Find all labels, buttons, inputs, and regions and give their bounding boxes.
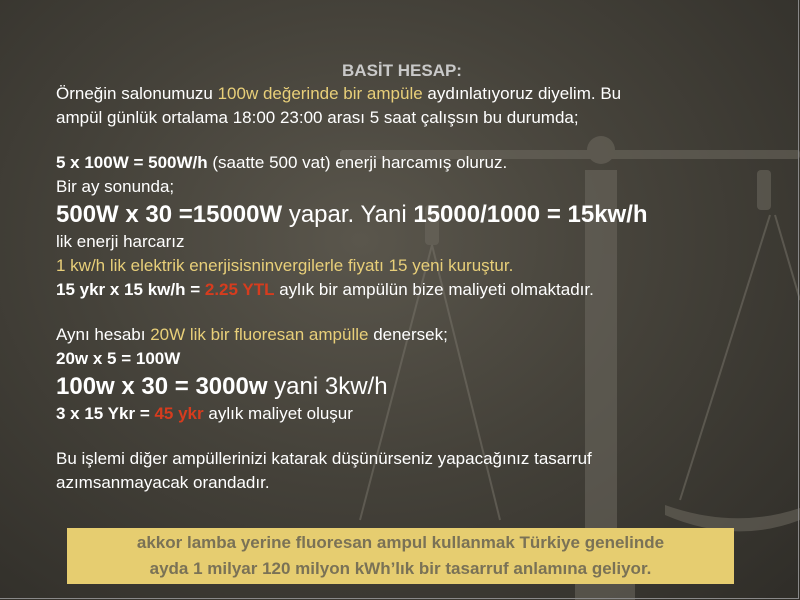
calc2-kwh: yani 3kw/h bbox=[267, 373, 388, 400]
calc2-cost-text: aylık maliyet oluşur bbox=[203, 404, 353, 423]
calc2-highlight: 20W lik bir fluoresan ampülle bbox=[150, 325, 369, 344]
intro-line-1 bbox=[56, 82, 756, 106]
calc1-text: (saatte 500 vat) enerji harcamış oluruz. bbox=[207, 153, 508, 172]
calc2-cost-formula: 3 x 15 Ykr = bbox=[56, 404, 155, 423]
calc2-cost-line bbox=[56, 402, 756, 426]
calc2-line-3 bbox=[56, 371, 756, 402]
summary-note-line-2: ayda 1 milyar 120 milyon kWh’lık bir tasarruf anlamına geliyor. bbox=[149, 559, 652, 578]
calc2-line-2: 20w x 5 = 100W bbox=[56, 349, 181, 368]
calc1-cost-value: 2.25 YTL bbox=[204, 280, 275, 299]
calc2-line-1 bbox=[56, 323, 756, 347]
calc1-line-4: lik enerji harcarız bbox=[56, 232, 185, 251]
calc2-monthly: 100w x 30 = 3000w bbox=[56, 373, 268, 400]
calc1-cost-formula: 15 ykr x 15 kw/h = bbox=[56, 280, 205, 299]
calc1-price-line: 1 kw/h lik elektrik enerjisisninvergilerle fiyatı 15 yeni kuruştur. bbox=[56, 256, 514, 275]
calc1-line-3 bbox=[56, 199, 756, 230]
summary-note-line-1: akkor lamba yerine fluoresan ampul kullanmak Türkiye genelinde bbox=[136, 533, 665, 552]
calc1-yapar: yapar. Yani bbox=[282, 201, 414, 228]
intro-highlight: 100w değerinde bir ampüle bbox=[217, 84, 423, 103]
calc1-cost-line bbox=[56, 278, 756, 302]
conclusion-line-2: azımsanmayacak orandadır. bbox=[56, 473, 270, 492]
slide-content bbox=[56, 60, 756, 495]
intro-text-a: Örneğin salonumuzu bbox=[56, 84, 218, 103]
calc1-line-1 bbox=[56, 151, 756, 175]
calc1-cost-text: aylık bir ampülün bize maliyeti olmaktadır. bbox=[274, 280, 594, 299]
intro-line-2: ampül günlük ortalama 18:00 23:00 arası 5 saat çalışsın bu durumda; bbox=[56, 108, 579, 127]
calc1-formula: 5 x 100W = 500W/h bbox=[56, 153, 208, 172]
calc1-kwh: 15000/1000 = 15kw/h bbox=[413, 201, 648, 228]
intro-text-c: aydınlatıyoruz diyelim. Bu bbox=[422, 84, 622, 103]
calc1-monthly: 500W x 30 =15000W bbox=[56, 201, 283, 228]
calc2-cost-value: 45 ykr bbox=[154, 404, 204, 423]
calc1-line-2: Bir ay sonunda; bbox=[56, 177, 175, 196]
calc2-text-c: denersek; bbox=[368, 325, 448, 344]
calc2-text-a: Aynı hesabı bbox=[56, 325, 151, 344]
summary-note-box bbox=[67, 528, 734, 584]
conclusion-line-1: Bu işlemi diğer ampüllerinizi katarak düşünürseniz yapacağınız tasarruf bbox=[56, 449, 592, 468]
slide-title: BASİT HESAP: bbox=[342, 61, 462, 80]
